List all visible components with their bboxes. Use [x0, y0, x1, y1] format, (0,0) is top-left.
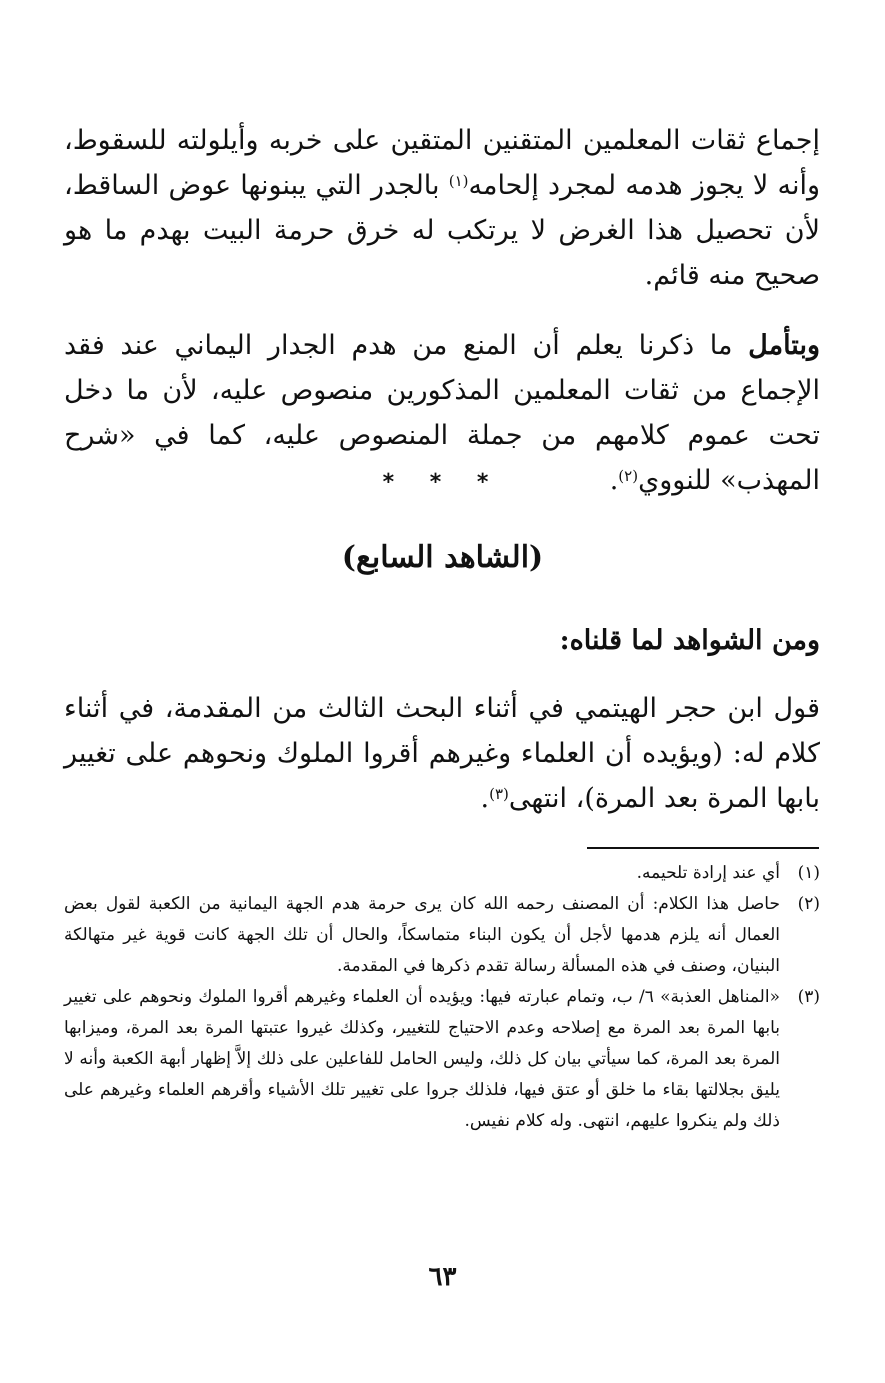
section-separator: * * * — [382, 470, 503, 495]
paragraph-1-text-start: إجماع ثقات المعلمين المتقنين المتقين على خربه وأيلولته للسقوط، وأنه لا يجوز هدمه لمجرد إلحامه — [64, 125, 820, 201]
footnote-ref-2: (٢) — [618, 467, 639, 485]
section-title: (الشاهد السابع) — [341, 540, 544, 575]
footnote-text: حاصل هذا الكلام: أن المصنف رحمه الله كان يرى حرمة هدم الجهة اليمانية من الكعبة لقول بعض العمال أنه يلزم هدمها لأجل أن يكون البناء متماسكاً، والحال أن تلك الجهة كانت قوية غير متهالكة البنيان، وصنف في هذه المسألة رسالة تقدم ذكرها في المقدمة. — [64, 894, 780, 976]
footnote-ref-3: (٣) — [489, 785, 509, 803]
footnote-ref-1: (١) — [448, 172, 469, 190]
footnotes-list — [64, 858, 820, 1137]
footnote-text: «المناهل العذبة» ٦/ ب، وتمام عبارته فيها: ويؤيده أن العلماء وغيرهم أقروا الملوك ونحوهم على تغيير بابها المرة بعد المرة مع إصلاحه وعدم الاحتياج للتغيير، وكذلك غيروا عتبتها المرة بعد المرة، وميزابها المرة بعد المرة، كما سيأتي بيان كل ذلك، وليس الحامل للفاعلين على ذلك إلاَّ إظهار أبهة الكعبة وأنه لا يليق بجلالتها بقاء ما خلق أو عتق فيها، فلذلك جروا على تغيير تلك الأشياء وأقرهم العلماء وغيرهم على ذلك ولم ينكروا عليهم، انتهى. وله كلام نفيس. — [64, 987, 780, 1131]
footnote-3 — [64, 982, 820, 1137]
footnote-divider — [587, 847, 819, 849]
paragraph-1 — [64, 118, 820, 298]
paragraph-2-lead-word: وبتأمل — [748, 330, 820, 361]
footnote-2 — [64, 889, 820, 982]
paragraph-2-text-start: ما ذكرنا يعلم أن المنع من هدم الجدار اليماني عند فقد الإجماع من ثقات المعلمين المذكورين منصوص عليه، لأن ما دخل تحت عموم كلامهم من جملة المنصوص عليه، كما في «شرح المهذب» للنووي — [64, 330, 820, 496]
footnote-text: أي عند إرادة تلحيمه. — [636, 863, 780, 883]
paragraph-2-text-end: . — [609, 465, 619, 496]
paragraph-3 — [64, 686, 820, 821]
paragraph-3-text-start: قول ابن حجر الهيتمي في أثناء البحث الثالث من المقدمة، في أثناء كلام له: (ويؤيده أن العلماء وغيرهم أقروا الملوك ونحوهم على تغيير بابها المرة بعد المرة)، انتهى — [64, 693, 820, 814]
page-number: ٦٣ — [428, 1262, 457, 1292]
paragraph-1-text-end: بالجدر التي يبنونها عوض الساقط، لأن تحصيل هذا الغرض لا يرتكب له خرق حرمة البيت بهدم ما هو صحيح منه قائم. — [64, 170, 820, 291]
paragraph-3-text-end: . — [480, 783, 490, 814]
subheading: ومن الشواهد لما قلناه: — [559, 625, 820, 656]
footnote-number: (٣) — [797, 987, 820, 1007]
footnote-number: (١) — [797, 863, 820, 883]
footnote-1 — [64, 858, 820, 889]
footnote-number: (٢) — [797, 894, 820, 914]
